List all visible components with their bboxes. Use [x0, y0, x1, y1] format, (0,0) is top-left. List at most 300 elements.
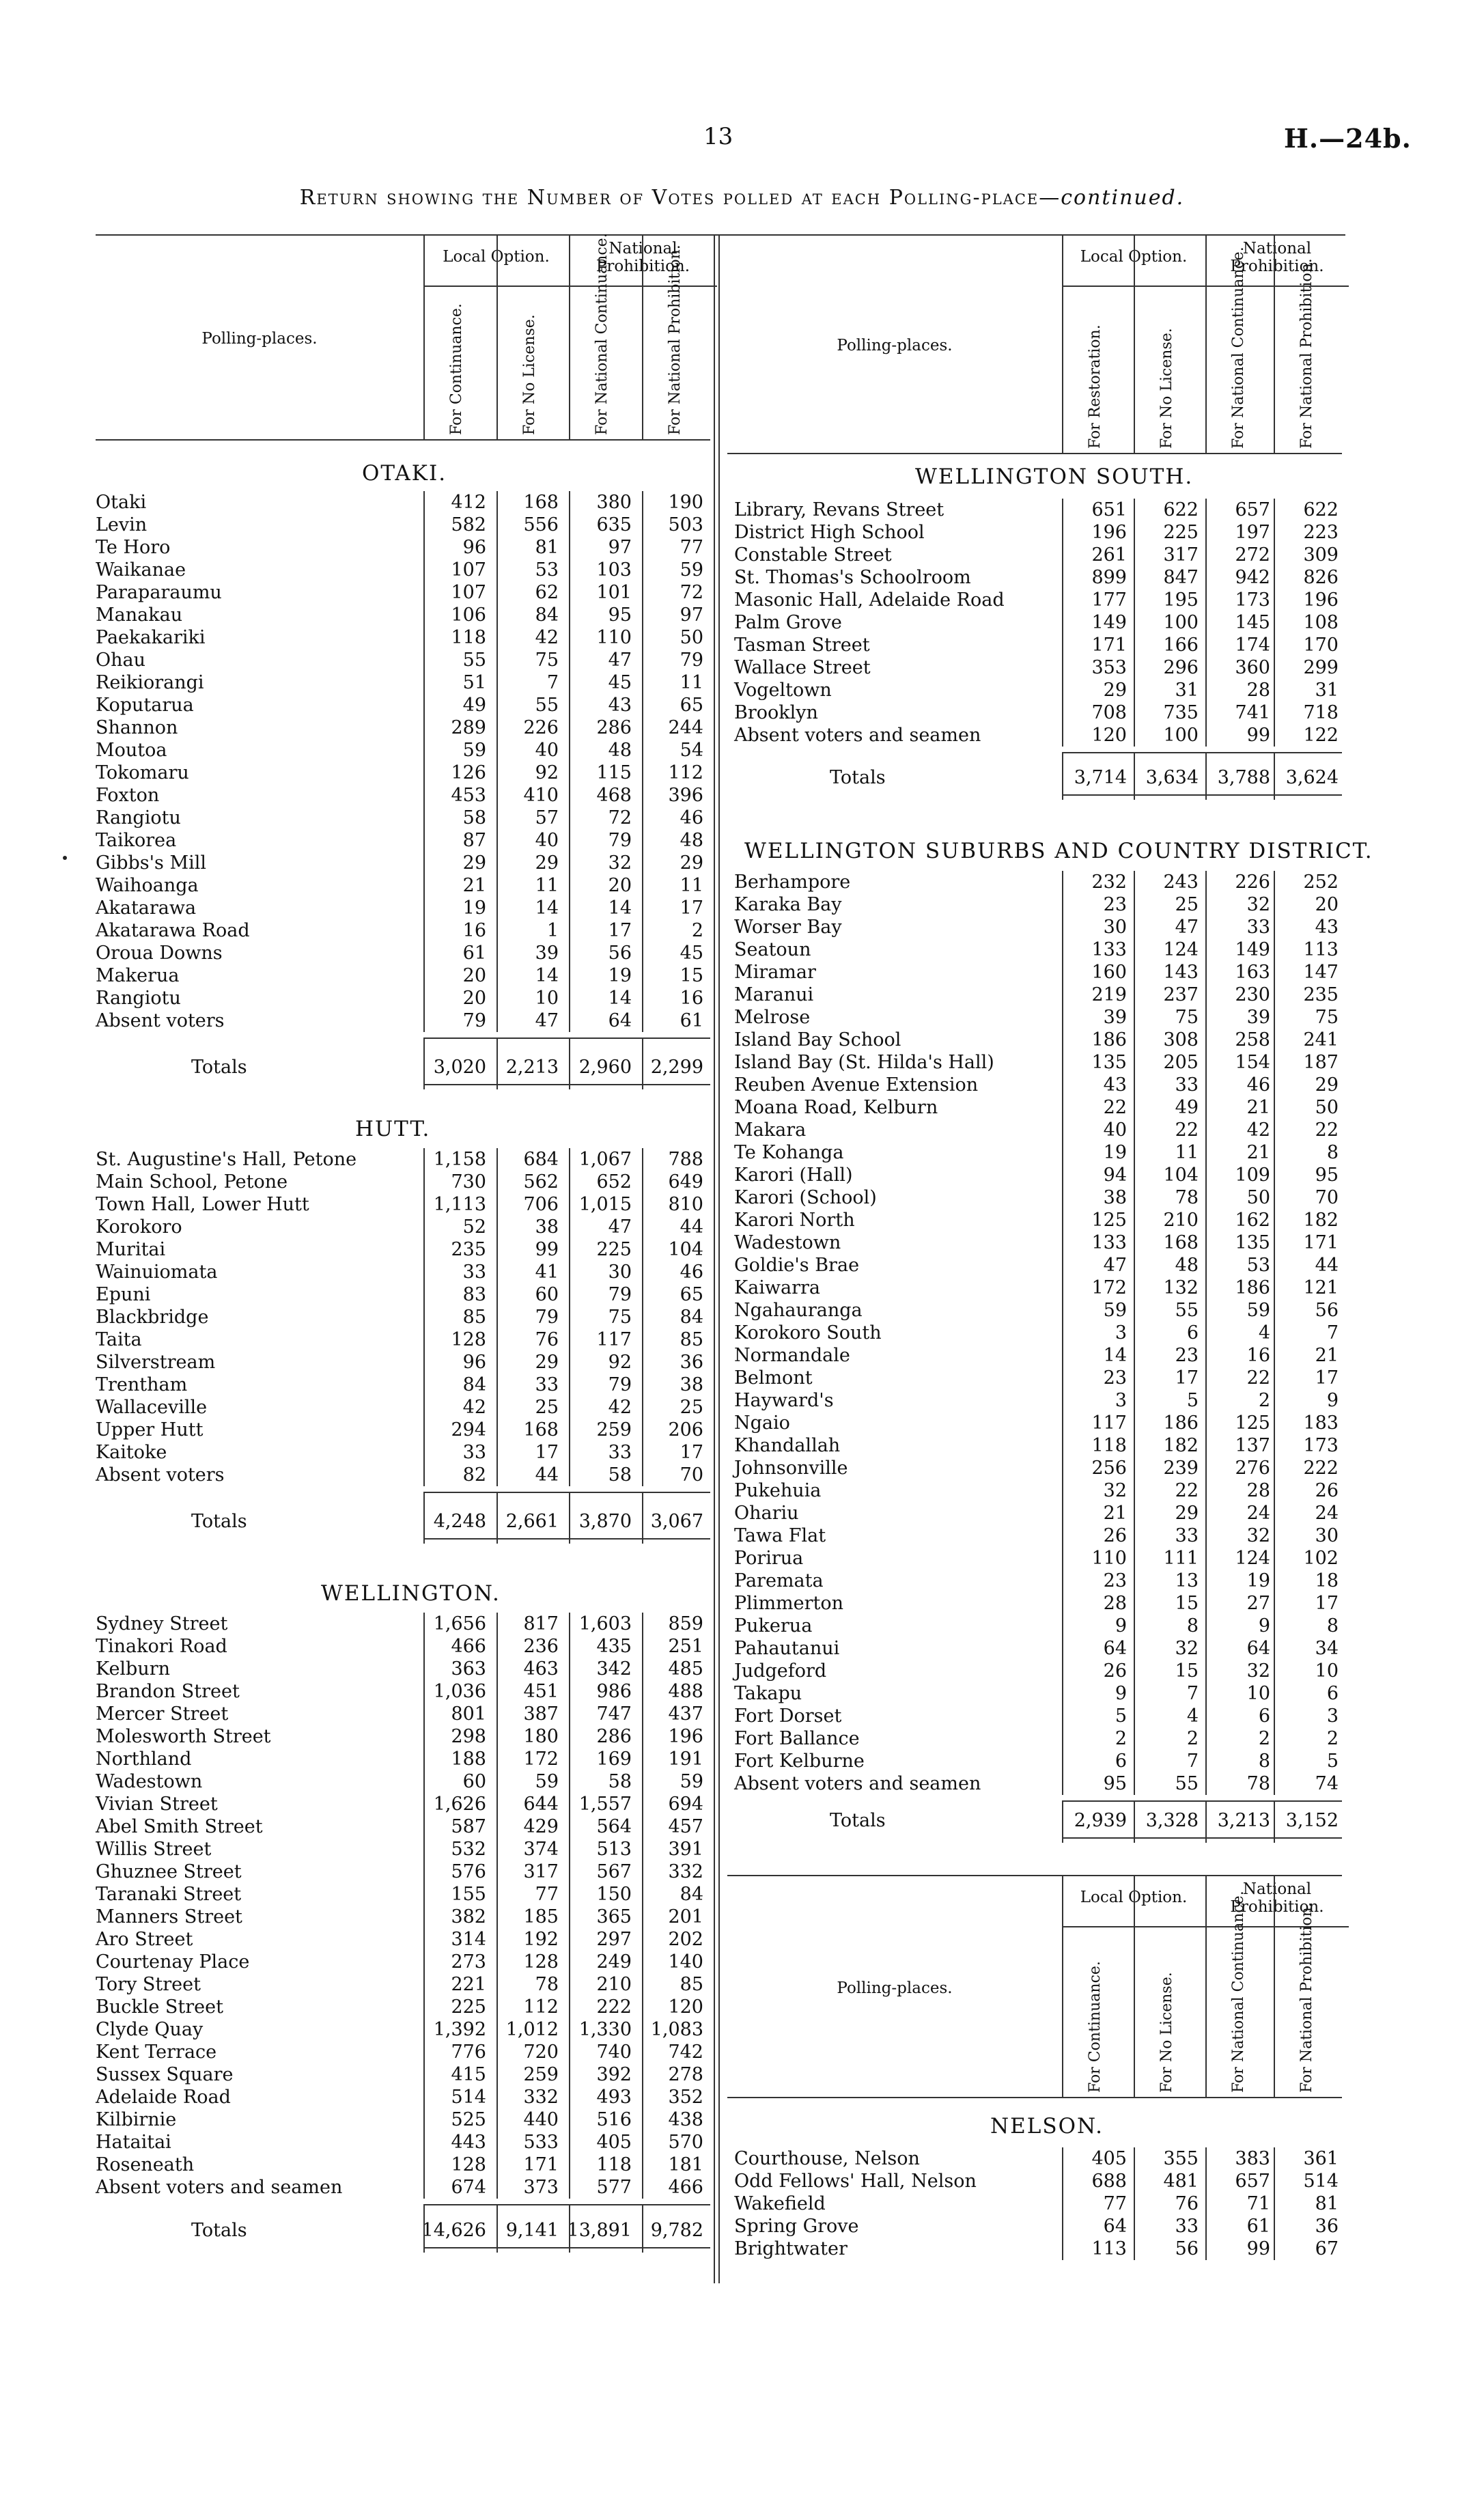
totals-value: 3,714 [1074, 767, 1127, 788]
national-prohibition-votes: 120 [668, 1996, 703, 2018]
national-prohibition-votes: 18 [1315, 1570, 1339, 1591]
national-continuance-votes: 657 [1235, 2171, 1270, 2192]
national-prohibition-votes: 50 [1315, 1097, 1339, 1118]
national-prohibition-votes: 3 [1326, 1705, 1339, 1727]
no-license-votes: 77 [535, 1884, 559, 1905]
continuance-votes: 155 [451, 1884, 486, 1905]
polling-place-name: Odd Fellows' Hall, Nelson [734, 2171, 977, 2192]
national-prohibition-votes: 2 [691, 920, 703, 941]
national-continuance-votes: 225 [596, 1239, 632, 1260]
continuance-votes: 382 [451, 1906, 486, 1927]
polling-place-name: Korokoro [96, 1216, 182, 1238]
header-column-rule [1205, 1875, 1207, 2097]
header-column-rule [642, 234, 643, 439]
no-license-votes: 92 [535, 762, 559, 783]
polling-place-row [0, 1277, 1484, 1299]
national-continuance-votes: 286 [596, 1726, 632, 1747]
polling-place-row [0, 1479, 1484, 1502]
continuance-votes: 415 [451, 2064, 486, 2085]
continuance-votes: 126 [451, 762, 486, 783]
polling-place-name: Gibbs's Mill [96, 852, 207, 874]
national-continuance-votes: 276 [1235, 1458, 1270, 1479]
polling-place-name: Waihoanga [96, 875, 199, 896]
no-license-votes: 104 [1163, 1165, 1199, 1186]
national-prohibition-votes: 85 [680, 1974, 703, 1995]
polling-place-name: Absent voters [96, 1010, 225, 1031]
national-continuance-votes: 6 [1258, 1705, 1270, 1727]
national-prohibition-votes: 202 [668, 1929, 703, 1950]
continuance-votes: 587 [451, 1816, 486, 1837]
polling-place-name: Maranui [734, 984, 814, 1005]
no-license-votes: 239 [1163, 1458, 1199, 1479]
for-no-license-heading: For No License. [1158, 328, 1175, 449]
continuance-votes: 298 [451, 1726, 486, 1747]
totals-value: 2,661 [505, 1511, 559, 1532]
national-continuance-votes: 101 [596, 582, 632, 603]
continuance-votes: 219 [1091, 984, 1127, 1005]
totals-value: 3,328 [1145, 1810, 1199, 1831]
polling-place-row [0, 1951, 1484, 1973]
totals-column-rule [1134, 752, 1135, 800]
polling-place-name: Palm Grove [734, 612, 842, 633]
national-prohibition-votes: 222 [1303, 1458, 1339, 1479]
no-license-votes: 57 [535, 807, 559, 828]
polling-place-row [0, 1705, 1484, 1727]
polling-place-name: Mercer Street [96, 1703, 229, 1725]
continuance-votes: 110 [1091, 1548, 1127, 1569]
national-continuance-votes: 173 [1235, 589, 1270, 611]
no-license-votes: 556 [523, 514, 559, 535]
national-prohibition-votes: 8 [1326, 1615, 1339, 1637]
header-column-rule [1134, 234, 1135, 453]
no-license-votes: 22 [1175, 1480, 1199, 1501]
polling-place-row [0, 1389, 1484, 1412]
polling-place-name: Melrose [734, 1007, 811, 1028]
national-continuance-votes: 125 [1235, 1412, 1270, 1434]
table-header-top-rule [727, 1875, 1342, 1876]
national-prohibition-votes: 252 [1303, 872, 1339, 893]
polling-place-row [0, 1231, 1484, 1254]
totals-value: 2,299 [650, 1057, 703, 1078]
national-prohibition-votes: 11 [680, 875, 703, 896]
national-continuance-votes: 1,067 [578, 1149, 632, 1170]
no-license-votes: 706 [523, 1194, 559, 1215]
national-continuance-votes: 652 [596, 1171, 632, 1193]
national-prohibition-votes: 70 [680, 1464, 703, 1486]
no-license-votes: 17 [535, 1442, 559, 1463]
polling-place-name: Buckle Street [96, 1996, 223, 2018]
polling-place-name: Oroua Downs [96, 943, 223, 964]
continuance-votes: 61 [462, 943, 486, 964]
continuance-votes: 443 [451, 2132, 486, 2153]
national-continuance-votes: 740 [596, 2042, 632, 2063]
continuance-votes: 171 [1091, 635, 1127, 656]
national-continuance-votes: 27 [1246, 1593, 1270, 1614]
polling-place-row [0, 1615, 1484, 1637]
national-prohibition-votes: 147 [1303, 962, 1339, 983]
national-continuance-votes: 117 [596, 1329, 632, 1350]
polling-place-name: Reuben Avenue Extension [734, 1074, 979, 1096]
polling-place-row [0, 724, 1484, 747]
polling-place-name: Takapu [734, 1683, 802, 1704]
polling-place-row [0, 656, 1484, 679]
continuance-votes: 314 [451, 1929, 486, 1950]
polling-place-row [0, 2147, 1484, 2170]
continuance-votes: 23 [1103, 894, 1127, 915]
polling-place-row [0, 1141, 1484, 1164]
for-national-prohibition-heading: For National Prohibition. [1298, 258, 1315, 449]
continuance-votes: 294 [451, 1419, 486, 1440]
continuance-votes: 14 [1103, 1345, 1127, 1366]
polling-place-name: Seatoun [734, 939, 811, 960]
national-prohibition-votes: 171 [1303, 1232, 1339, 1253]
national-continuance-votes: 1,557 [578, 1794, 632, 1815]
polling-place-name: Kaiwarra [734, 1277, 821, 1298]
national-continuance-votes: 124 [1235, 1548, 1270, 1569]
continuance-votes: 576 [451, 1861, 486, 1882]
no-license-votes: 317 [1163, 544, 1199, 566]
polling-place-row [0, 1570, 1484, 1592]
polling-place-name: Makerua [96, 965, 180, 986]
national-prohibition-votes: 5 [1326, 1751, 1339, 1772]
continuance-votes: 688 [1091, 2171, 1127, 2192]
polling-place-row [0, 1838, 1484, 1861]
national-continuance-votes: 79 [608, 830, 632, 851]
polling-place-row [0, 589, 1484, 611]
no-license-votes: 2 [1186, 1728, 1199, 1749]
polling-places-heading: Polling-places. [837, 337, 953, 354]
national-continuance-votes: 42 [608, 1397, 632, 1418]
polling-place-name: Kent Terrace [96, 2042, 217, 2063]
polling-place-name: Foxton [96, 785, 160, 806]
national-continuance-votes: 118 [596, 2154, 632, 2175]
no-license-votes: 44 [535, 1464, 559, 1486]
polling-place-name: Vogeltown [734, 680, 832, 701]
national-prohibition-votes: 457 [668, 1816, 703, 1837]
national-prohibition-votes: 187 [1303, 1052, 1339, 1073]
no-license-votes: 33 [535, 1374, 559, 1395]
national-prohibition-votes: 44 [1315, 1255, 1339, 1276]
no-license-votes: 410 [523, 785, 559, 806]
national-continuance-votes: 174 [1235, 635, 1270, 656]
no-license-votes: 39 [535, 943, 559, 964]
national-prohibition-votes: 173 [1303, 1435, 1339, 1456]
continuance-votes: 235 [451, 1239, 486, 1260]
continuance-votes: 120 [1091, 725, 1127, 746]
polling-place-row [0, 1750, 1484, 1772]
continuance-votes: 52 [462, 1216, 486, 1238]
polling-place-name: Wainuiomata [96, 1262, 218, 1283]
polling-place-name: Shannon [96, 717, 178, 738]
no-license-votes: 25 [1175, 894, 1199, 915]
totals-top-rule [1062, 1800, 1342, 1802]
national-prohibition-votes: 65 [680, 1284, 703, 1305]
no-license-votes: 440 [523, 2109, 559, 2130]
no-license-votes: 373 [523, 2177, 559, 2198]
national-prohibition-votes: 201 [668, 1906, 703, 1927]
no-license-votes: 243 [1163, 872, 1199, 893]
polling-place-name: Ghuznee Street [96, 1861, 242, 1882]
continuance-votes: 85 [462, 1307, 486, 1328]
national-continuance-votes: 342 [596, 1658, 632, 1680]
polling-place-row [0, 1547, 1484, 1570]
no-license-votes: 168 [523, 1419, 559, 1440]
polling-place-name: Wallaceville [96, 1397, 208, 1418]
continuance-votes: 19 [1103, 1142, 1127, 1163]
polling-place-name: Brooklyn [734, 702, 818, 723]
national-prohibition-votes: 391 [668, 1839, 703, 1860]
header-column-rule [1274, 234, 1275, 453]
polling-place-name: Moutoa [96, 740, 167, 761]
data-column-rule [1134, 2147, 1135, 2260]
national-continuance-votes: 79 [608, 1284, 632, 1305]
for-national-continuance-heading: For National Continuance. [1230, 247, 1247, 449]
national-continuance-votes: 286 [596, 717, 632, 738]
continuance-votes: 412 [451, 492, 486, 513]
polling-place-row [0, 1119, 1484, 1141]
national-continuance-votes: 32 [1246, 1660, 1270, 1682]
no-license-votes: 62 [535, 582, 559, 603]
national-prohibition-votes: 309 [1303, 544, 1339, 566]
polling-place-name: Wakefield [734, 2193, 826, 2214]
no-license-votes: 463 [523, 1658, 559, 1680]
national-prohibition-votes: 15 [680, 965, 703, 986]
no-license-votes: 180 [523, 1726, 559, 1747]
continuance-votes: 49 [462, 695, 486, 716]
continuance-votes: 33 [462, 1442, 486, 1463]
polling-place-name: Karori (School) [734, 1187, 877, 1208]
header-column-rule [423, 234, 425, 439]
national-continuance-votes: 1,330 [578, 2019, 632, 2040]
national-continuance-votes: 493 [596, 2087, 632, 2108]
national-continuance-votes: 72 [608, 807, 632, 828]
polling-place-name: Aro Street [96, 1929, 193, 1950]
national-continuance-votes: 2 [1258, 1390, 1270, 1411]
continuance-votes: 118 [451, 627, 486, 648]
no-license-votes: 132 [1163, 1277, 1199, 1298]
national-continuance-votes: 59 [1246, 1300, 1270, 1321]
national-continuance-votes: 78 [1246, 1773, 1270, 1794]
continuance-votes: 3 [1115, 1390, 1127, 1411]
polling-place-row [0, 499, 1484, 521]
national-continuance-votes: 115 [596, 762, 632, 783]
no-license-votes: 13 [1175, 1570, 1199, 1591]
national-continuance-votes: 222 [596, 1996, 632, 2018]
for-national-prohibition-heading: For National Prohibition. [1298, 1902, 1315, 2093]
national-prohibition-votes: 9 [1326, 1390, 1339, 1411]
polling-place-name: Te Horo [96, 537, 171, 558]
national-continuance-votes: 2 [1258, 1728, 1270, 1749]
totals-value: 3,870 [578, 1511, 632, 1532]
national-continuance-votes: 110 [596, 627, 632, 648]
polling-place-row [0, 566, 1484, 589]
no-license-votes: 317 [523, 1861, 559, 1882]
no-license-votes: 17 [1175, 1367, 1199, 1389]
national-prohibition-votes: 181 [668, 2154, 703, 2175]
no-license-votes: 533 [523, 2132, 559, 2153]
national-prohibition-votes: 788 [668, 1149, 703, 1170]
national-prohibition-votes: 810 [668, 1194, 703, 1215]
polling-place-name: Reikiorangi [96, 672, 204, 693]
no-license-votes: 11 [1175, 1142, 1199, 1163]
national-prohibition-votes: 206 [668, 1419, 703, 1440]
national-continuance-votes: 32 [1246, 1525, 1270, 1546]
national-continuance-votes: 468 [596, 785, 632, 806]
no-license-votes: 192 [523, 1929, 559, 1950]
polling-place-name: Town Hall, Lower Hutt [96, 1194, 309, 1215]
no-license-votes: 48 [1175, 1255, 1199, 1276]
polling-place-name: Northland [96, 1749, 192, 1770]
polling-place-row [0, 807, 1484, 829]
continuance-votes: 28 [1103, 1593, 1127, 1614]
national-prohibition-votes: 50 [680, 627, 703, 648]
national-continuance-votes: 14 [608, 988, 632, 1009]
polling-place-name: Ohariu [734, 1503, 799, 1524]
polling-place-name: Manakau [96, 604, 183, 626]
continuance-votes: 128 [451, 2154, 486, 2175]
no-license-votes: 374 [523, 1839, 559, 1860]
polling-place-row [0, 1660, 1484, 1682]
no-license-votes: 75 [1175, 1007, 1199, 1028]
national-continuance-votes: 58 [608, 1464, 632, 1486]
national-prohibition-votes: 8 [1326, 1142, 1339, 1163]
national-continuance-votes: 169 [596, 1749, 632, 1770]
polling-place-row [0, 1772, 1484, 1795]
polling-place-name: Tawa Flat [734, 1525, 826, 1546]
national-prohibition-votes: 70 [1315, 1187, 1339, 1208]
national-continuance-votes: 61 [1246, 2216, 1270, 2237]
document-code: H.—24b. [1284, 123, 1412, 154]
national-prohibition-votes: 10 [1315, 1660, 1339, 1682]
totals-value: 3,624 [1285, 767, 1339, 788]
polling-place-name: Akatarawa Road [96, 920, 250, 941]
national-prohibition-votes: 56 [1315, 1300, 1339, 1321]
national-prohibition-votes: 29 [1315, 1074, 1339, 1096]
table-header-top-rule [96, 234, 710, 236]
continuance-votes: 59 [1103, 1300, 1127, 1321]
no-license-votes: 143 [1163, 962, 1199, 983]
totals-column-rule [1062, 752, 1063, 800]
continuance-votes: 133 [1091, 1232, 1127, 1253]
polling-place-name: Brandon Street [96, 1681, 240, 1702]
polling-places-heading: Polling-places. [837, 1979, 953, 1997]
national-prohibition-votes: 61 [680, 1010, 703, 1031]
national-continuance-votes: 17 [608, 920, 632, 941]
polling-place-name: Paekakariki [96, 627, 206, 648]
national-continuance-votes: 149 [1235, 939, 1270, 960]
national-continuance-votes: 97 [608, 537, 632, 558]
continuance-votes: 256 [1091, 1458, 1127, 1479]
no-license-votes: 112 [523, 1996, 559, 2018]
continuance-votes: 106 [451, 604, 486, 626]
continuance-votes: 40 [1103, 1119, 1127, 1141]
national-continuance-votes: 747 [596, 1703, 632, 1725]
continuance-votes: 20 [462, 988, 486, 1009]
polling-place-row [0, 521, 1484, 544]
no-license-votes: 5 [1186, 1390, 1199, 1411]
for-national-continuance-heading: For National Continuance. [1230, 1891, 1247, 2093]
no-license-votes: 11 [535, 875, 559, 896]
national-continuance-votes: 53 [1246, 1255, 1270, 1276]
national-prohibition-votes: 31 [1315, 680, 1339, 701]
polling-place-name: Upper Hutt [96, 1419, 204, 1440]
no-license-votes: 186 [1163, 1412, 1199, 1434]
section-title-hutt: HUTT. [355, 1117, 431, 1141]
national-prohibition-votes: 44 [680, 1216, 703, 1238]
no-license-votes: 171 [523, 2154, 559, 2175]
continuance-votes: 9 [1115, 1683, 1127, 1704]
return-title-text: Return showing the Number of Votes polled at each Polling-place— [299, 186, 1061, 210]
totals-value: 3,634 [1145, 767, 1199, 788]
continuance-votes: 107 [451, 582, 486, 603]
national-continuance-votes: 8 [1258, 1751, 1270, 1772]
continuance-votes: 95 [1103, 1773, 1127, 1794]
national-continuance-votes: 405 [596, 2132, 632, 2153]
national-prohibition-votes: 17 [680, 1442, 703, 1463]
national-prohibition-votes: 742 [668, 2042, 703, 2063]
national-continuance-votes: 43 [608, 695, 632, 716]
continuance-votes: 453 [451, 785, 486, 806]
continuance-votes: 1,036 [433, 1681, 486, 1702]
national-prohibition-votes: 488 [668, 1681, 703, 1702]
national-continuance-votes: 516 [596, 2109, 632, 2130]
no-license-votes: 166 [1163, 635, 1199, 656]
totals-column-rule [1062, 1800, 1063, 1843]
polling-place-name: Spring Grove [734, 2216, 859, 2237]
table-header-bottom-rule [727, 453, 1342, 454]
no-license-votes: 60 [535, 1284, 559, 1305]
no-license-votes: 7 [1186, 1751, 1199, 1772]
no-license-votes: 42 [535, 627, 559, 648]
national-prohibition-votes: 84 [680, 1307, 703, 1328]
national-continuance-votes: 21 [1246, 1142, 1270, 1163]
for-no-license-heading: For No License. [521, 314, 538, 435]
continuance-votes: 55 [462, 650, 486, 671]
continuance-votes: 84 [462, 1374, 486, 1395]
national-continuance-votes: 259 [596, 1419, 632, 1440]
polling-place-row [0, 1006, 1484, 1029]
polling-place-name: Blackbridge [96, 1307, 209, 1328]
polling-place-name: Ngahauranga [734, 1300, 863, 1321]
polling-place-name: Karori North [734, 1210, 855, 1231]
polling-place-name: Te Kohanga [734, 1142, 844, 1163]
for-continuance-heading: For Restoration. [1087, 324, 1104, 449]
national-continuance-votes: 22 [1246, 1367, 1270, 1389]
totals-column-rule [1205, 752, 1207, 800]
polling-place-name: Absent voters and seamen [734, 725, 981, 746]
return-title [0, 186, 1484, 210]
no-license-votes: 124 [1163, 939, 1199, 960]
continuance-votes: 94 [1103, 1165, 1127, 1186]
no-license-votes: 55 [1175, 1300, 1199, 1321]
national-prohibition-votes: 46 [680, 807, 703, 828]
no-license-votes: 22 [1175, 1119, 1199, 1141]
continuance-votes: 87 [462, 830, 486, 851]
polling-place-row [0, 1592, 1484, 1615]
continuance-votes: 160 [1091, 962, 1127, 983]
polling-place-name: Library, Revans Street [734, 499, 944, 520]
national-prohibition-votes: 21 [1315, 1345, 1339, 1366]
no-license-votes: 53 [535, 559, 559, 581]
continuance-votes: 3 [1115, 1322, 1127, 1343]
polling-place-name: St. Thomas's Schoolroom [734, 567, 971, 588]
national-continuance-votes: 75 [608, 1307, 632, 1328]
continuance-votes: 125 [1091, 1210, 1127, 1231]
data-column-rule [1134, 499, 1135, 747]
continuance-votes: 135 [1091, 1052, 1127, 1073]
section-title-wellington: WELLINGTON. [321, 1581, 501, 1606]
polling-place-name: Wadestown [734, 1232, 841, 1253]
